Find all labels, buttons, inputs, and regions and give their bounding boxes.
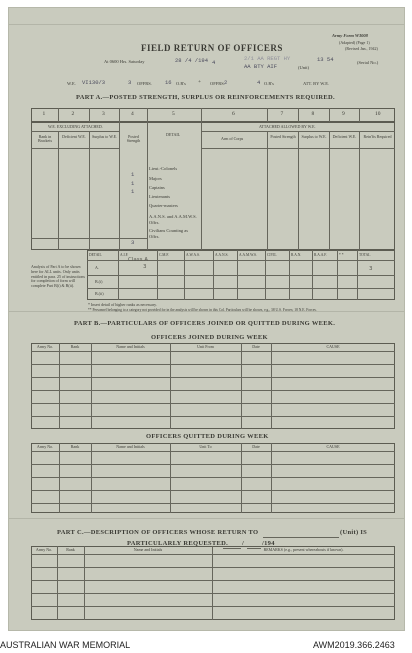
column-number: 5 xyxy=(172,111,175,117)
column-divider xyxy=(147,108,148,122)
joined-col-header: Army No. xyxy=(36,344,54,349)
analysis-divider xyxy=(357,250,358,300)
analysis-header: R.A.A.F. xyxy=(314,253,327,257)
partc-row-line xyxy=(31,593,395,594)
column-divider xyxy=(267,108,268,122)
analysis-row-bii: B.(ii) xyxy=(95,291,104,296)
or-value: 16 xyxy=(165,79,172,86)
column-number: 4 xyxy=(131,111,134,117)
serial-typed: 13 54 xyxy=(317,56,334,63)
posted-mark-2: 1 xyxy=(131,180,135,187)
fold-line xyxy=(9,518,404,519)
partc-col-header: Name and Initials xyxy=(133,547,163,552)
column-number: 6 xyxy=(232,111,235,117)
joined-title: OFFICERS JOINED DURING WEEK xyxy=(151,334,268,341)
joined-col-header: Date xyxy=(252,344,260,349)
rank-lieut-colonels: Lieut.-Colonels xyxy=(149,166,178,171)
partc-col-divider xyxy=(84,546,85,620)
subhdr-rank: Rank in Brackets xyxy=(38,134,52,143)
column-number: 1 xyxy=(42,111,46,117)
att-label: ATT. BY W.E. xyxy=(303,81,330,86)
rank-aans: A.A.N.S. and A.A.M.W.S. Offrs. xyxy=(149,214,197,226)
partc-row-line xyxy=(31,567,395,568)
part-c-title: PART C.—DESCRIPTION OF OFFICERS WHOSE RETURN TO xyxy=(57,529,259,536)
date-typed: 28 /4 /194 xyxy=(175,57,209,64)
analysis-divider xyxy=(237,250,238,300)
attached-allowed: ATTACHED ALLOWED BY W.E. xyxy=(259,124,316,129)
column-number: 7 xyxy=(280,111,284,117)
quitted-header-line xyxy=(31,451,395,452)
joined-row-line xyxy=(31,377,395,378)
column-divider xyxy=(89,108,90,122)
analysis-divider xyxy=(337,250,338,300)
or-label-2: O.R's xyxy=(264,81,274,86)
quitted-col-header: Name and Initials xyxy=(116,444,145,449)
analysis-header: TOTAL xyxy=(359,253,371,257)
partc-row-line xyxy=(31,580,395,581)
form-title: FIELD RETURN OF OFFICERS xyxy=(141,43,283,53)
subhdr-r-deficient: Deficient W.E. xyxy=(332,134,357,139)
joined-row-line xyxy=(31,403,395,404)
subhdr-r-posted: Posted Strength xyxy=(270,134,296,139)
class-note: Class A xyxy=(128,257,148,263)
we-value: VI130/3 xyxy=(82,79,106,86)
detail-header: DETAIL xyxy=(166,132,181,137)
analysis-divider xyxy=(213,250,214,300)
rank-civilians: Civilians Counting as Offrs. xyxy=(149,228,189,240)
column-divider xyxy=(58,108,59,122)
joined-col-header: CAUSE xyxy=(326,344,340,349)
part-c-unit-line xyxy=(263,537,339,538)
date-tail: 4 xyxy=(212,59,216,66)
analysis-row-a: A. xyxy=(95,265,99,270)
we-label: W.E. xyxy=(67,81,76,86)
joined-row-line xyxy=(31,364,395,365)
quitted-row-line xyxy=(31,503,395,504)
at-hrs-label: At 0600 Hrs. Saturday xyxy=(104,59,145,64)
rank-majors: Majors xyxy=(149,176,162,181)
column-number: 2 xyxy=(71,111,75,117)
analysis-header: DETAIL xyxy=(89,253,102,257)
partc-col-header: Army No. xyxy=(35,547,53,552)
unit-label: (Unit) xyxy=(298,65,309,70)
part-a-title: PART A.—POSTED STRENGTH, SURPLUS OR REINFORCEMENTS REQUIRED. xyxy=(76,94,335,101)
quitted-row-line xyxy=(31,490,395,491)
partc-col-divider xyxy=(57,546,58,620)
posted-total: 3 xyxy=(131,239,135,246)
column-divider xyxy=(298,108,299,122)
partc-col-header: Rank xyxy=(66,547,75,552)
footer-right: AWM2019.366.2463 xyxy=(313,640,395,650)
quitted-row-line xyxy=(31,464,395,465)
column-divider xyxy=(201,108,202,122)
subhdr-surplus: Surplus to W.E. xyxy=(91,134,118,139)
joined-col-header: Name and Initials xyxy=(116,344,145,349)
analysis-divider xyxy=(157,250,158,300)
we-excl-attached: W.E. EXCLUDING ATTACHED. xyxy=(48,124,103,129)
offrs2-value: 2 xyxy=(224,79,228,86)
column-number-row xyxy=(31,108,395,122)
column-divider xyxy=(359,108,360,122)
quitted-title: OFFICERS QUITTED DURING WEEK xyxy=(146,433,269,440)
unit-typed-2: AA BTY AIF xyxy=(244,63,278,70)
arm-of-corps: Arm of Corps xyxy=(221,136,244,141)
analysis-header: A.W.A.S. xyxy=(186,253,200,257)
quitted-col-header: Rank xyxy=(70,444,80,449)
analysis-header: A.A.M.W.S. xyxy=(239,253,257,257)
joined-row-line xyxy=(31,416,395,417)
analysis-divider xyxy=(289,250,290,300)
posted-mark-3: 1 xyxy=(131,188,135,195)
analysis-divider xyxy=(265,250,266,300)
rank-lieutenants: Lieutenants xyxy=(149,194,170,199)
analysis-divider xyxy=(184,250,185,300)
joined-row-line xyxy=(31,390,395,391)
partc-col-divider xyxy=(212,546,213,620)
or-label: O.R's xyxy=(176,81,186,86)
joined-col-header: Rank xyxy=(70,344,80,349)
unit-typed-1: 2/1 AA REGT HY xyxy=(244,55,291,62)
analysis-header: CIVIL xyxy=(267,253,277,257)
analysis-header: A.I.F. xyxy=(120,253,129,257)
offrs-value: 3 xyxy=(128,79,132,86)
part-c-date-tail: /194 xyxy=(262,540,275,547)
column-divider xyxy=(119,108,120,122)
column-number: 10 xyxy=(375,111,381,117)
quitted-row-line xyxy=(31,477,395,478)
or2-value: 4 xyxy=(257,79,261,86)
analysis-divider xyxy=(312,250,313,300)
subhdr-r-reinforcements: Rein'fts Required xyxy=(363,134,392,139)
partc-row-line xyxy=(31,606,395,607)
quitted-col-header: CAUSE xyxy=(326,444,340,449)
analysis-header: A.A.N.S. xyxy=(215,253,229,257)
joined-col-header: Unit From xyxy=(197,344,214,349)
column-divider xyxy=(329,108,330,122)
total-value: 3 xyxy=(369,266,373,272)
analysis-header: R.A.N. xyxy=(291,253,302,257)
quitted-col-header: Unit To xyxy=(199,444,212,449)
aif-value: 3 xyxy=(143,264,147,270)
column-number: 9 xyxy=(342,111,345,117)
posted-mark-1: 1 xyxy=(131,171,135,178)
quitted-col-header: Army No. xyxy=(36,444,54,449)
serial-label: (Serial No.) xyxy=(357,60,379,65)
footer-left: AUSTRALIAN WAR MEMORIAL xyxy=(0,640,131,650)
analysis-row-bi: B.(i) xyxy=(95,279,103,284)
footnote-1: * Insert detail of higher ranks as necessary. xyxy=(88,302,157,307)
part-c-title-right: (Unit) IS xyxy=(340,529,368,536)
analysis-divider xyxy=(118,250,119,300)
offrs-label: OFFRS. xyxy=(137,81,152,86)
army-form-label: Army Form W3008 xyxy=(332,33,368,38)
footnote-2: ** Personnel belonging to a category not provided for in the analysis will be shown in this Col. Particulars will be shown, e.g., 38 U.S. Forces; 18 N.E. Forces. xyxy=(88,308,317,312)
fold-line xyxy=(9,24,404,25)
adapted-label: (Adapted) (Page 1) xyxy=(339,40,370,45)
part-a-main-grid xyxy=(31,122,395,250)
analysis-header: * * xyxy=(339,253,344,257)
partc-col-header: REMARKS (e.g., present whereabouts if known). xyxy=(263,547,344,552)
rank-captains: Captains xyxy=(149,185,165,190)
part-c-title-line2: PARTICULARLY REQUESTED. xyxy=(127,540,229,547)
partc-header-line xyxy=(31,554,395,555)
column-number: 8 xyxy=(311,111,315,117)
analysis-note: Analysis of Part A to be shown here for ALL units. Only units entitled in para. 25 of instructions for completion of form will complete Part B(i) & B(ii). xyxy=(31,264,85,289)
subhdr-posted: Posted Strength xyxy=(126,134,141,143)
plus-sign: + xyxy=(198,79,202,85)
column-number: 3 xyxy=(102,111,105,117)
part-b-title: PART B.—PARTICULARS OF OFFICERS JOINED OR QUITTED DURING WEEK. xyxy=(74,320,336,327)
part-c-table xyxy=(31,546,395,620)
revised-label: (Revised Jan., 1942) xyxy=(345,46,378,51)
offrs-label-2: OFFRS. xyxy=(210,81,225,86)
quitted-col-header: Date xyxy=(252,444,260,449)
rank-quartermasters: Quarter-masters xyxy=(149,203,178,208)
analysis-header: C.M.F. xyxy=(159,253,169,257)
subhdr-r-surplus: Surplus to W.E. xyxy=(301,134,327,139)
joined-header-line xyxy=(31,351,395,352)
subhdr-deficient: Deficient W.E. xyxy=(62,134,86,139)
